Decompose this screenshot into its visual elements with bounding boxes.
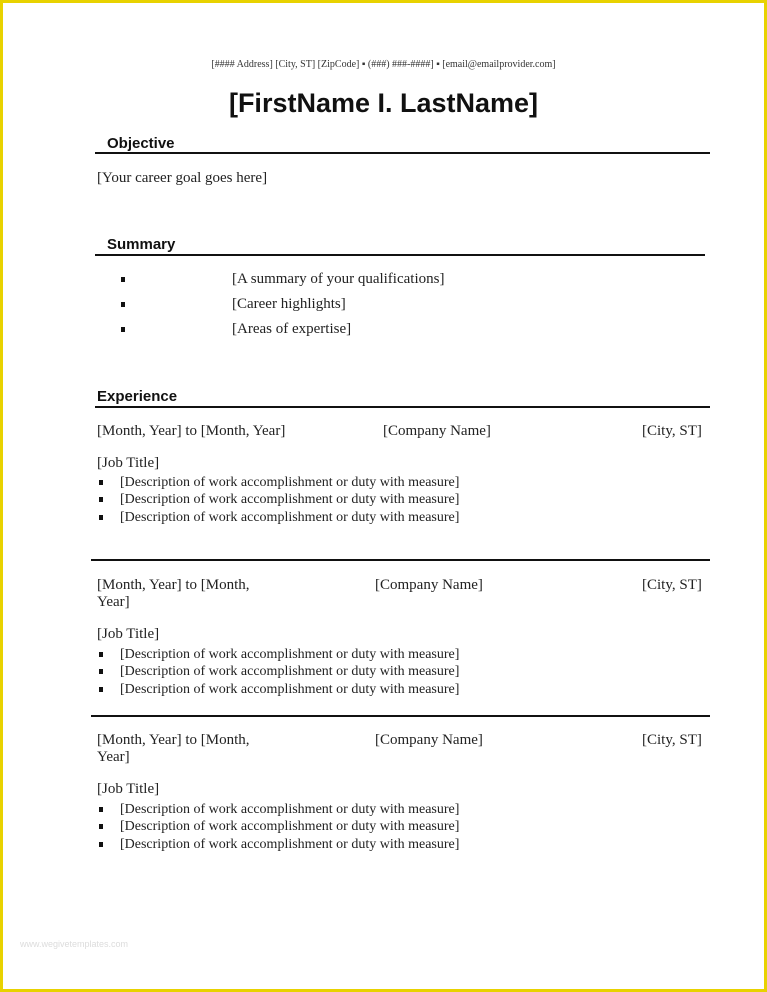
objective-rule [95,152,710,154]
duty-bullet-icon [99,824,103,829]
summary-bullet-icon [121,327,125,332]
duty-bullet-icon [99,842,103,847]
summary-rule [95,254,705,256]
job-company: [Company Name] [383,423,491,439]
summary-item: [A summary of your qualifications] [232,271,445,287]
duty-bullet-icon [99,807,103,812]
objective-heading: Objective [107,135,175,152]
job-dates: [Month, Year] to [Month, [97,577,250,593]
job-duty: [Description of work accomplishment or duty with measure] [120,802,460,817]
job-duty: [Description of work accomplishment or duty with measure] [120,647,460,662]
job-duty: [Description of work accomplishment or duty with measure] [120,682,460,697]
summary-heading: Summary [107,236,176,253]
watermark: www.wegivetemplates.com [20,939,129,949]
job-separator [91,715,710,717]
job-duty: [Description of work accomplishment or duty with measure] [120,475,460,490]
job-separator [91,559,710,561]
duty-bullet-icon [99,669,103,674]
experience-heading: Experience [97,388,178,405]
job-company: [Company Name] [375,732,483,748]
job-duty: [Description of work accomplishment or duty with measure] [120,819,460,834]
job-duty: [Description of work accomplishment or duty with measure] [120,510,460,525]
job-dates: [Month, Year] to [Month, [97,732,250,748]
summary-bullet-icon [121,302,125,307]
duty-bullet-icon [99,480,103,485]
job-dates-continued: Year] [97,749,130,765]
duty-bullet-icon [99,687,103,692]
duty-bullet-icon [99,497,103,502]
duty-bullet-icon [99,515,103,520]
objective-text: [Your career goal goes here] [97,170,268,186]
job-location: [City, ST] [642,577,702,593]
job-duty: [Description of work accomplishment or duty with measure] [120,492,460,507]
job-duty: [Description of work accomplishment or duty with measure] [120,837,460,852]
job-dates-continued: Year] [97,594,130,610]
job-title: [Job Title] [97,781,160,797]
candidate-name: [FirstName I. LastName] [228,88,539,118]
job-company: [Company Name] [375,577,483,593]
duty-bullet-icon [99,652,103,657]
job-location: [City, ST] [642,732,702,748]
experience-rule [95,406,710,408]
job-title: [Job Title] [97,626,160,642]
contact-line: [#### Address] [City, ST] [ZipCode] ▪ (###) ###-####] ▪ [email@emailprovider.com] [211,59,556,70]
summary-item: [Career highlights] [232,296,346,312]
summary-item: [Areas of expertise] [232,321,352,337]
job-title: [Job Title] [97,455,160,471]
job-duty: [Description of work accomplishment or duty with measure] [120,664,460,679]
job-location: [City, ST] [642,423,702,439]
summary-bullet-icon [121,277,125,282]
job-dates: [Month, Year] to [Month, Year] [97,423,286,439]
